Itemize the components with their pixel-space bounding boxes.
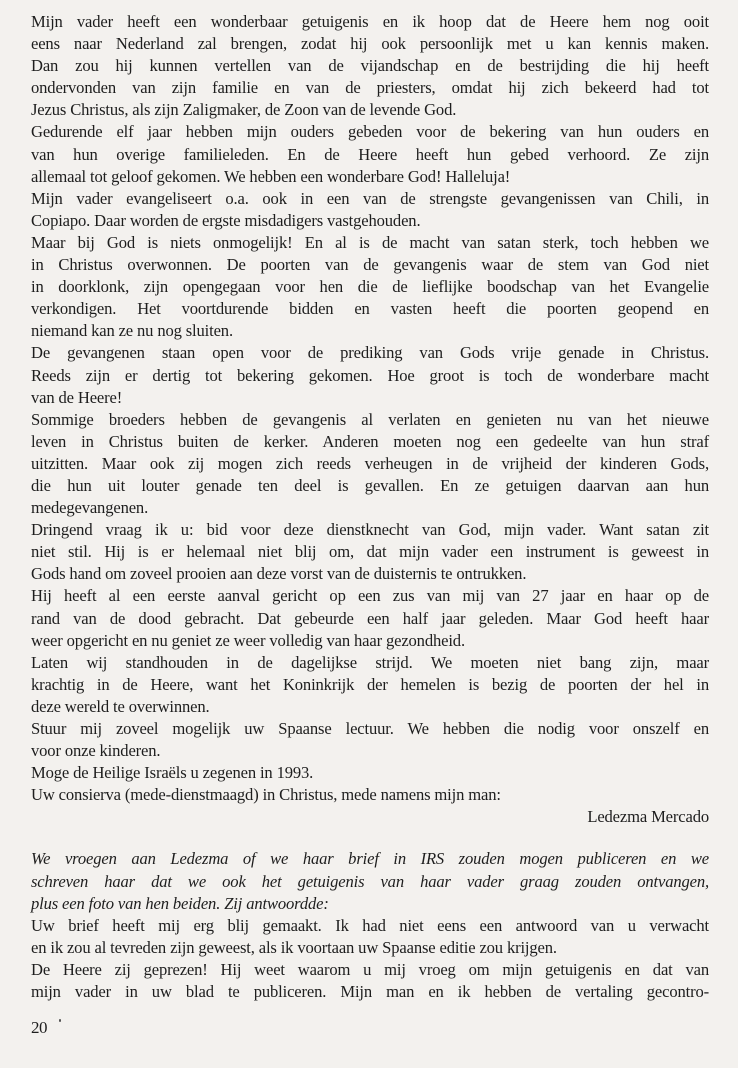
text-line: van hun overige familieleden. En de Heere heeft hun gebed verhoord. Ze zijn [31, 144, 709, 164]
text-line: rand van de dood gebracht. Dat gebeurde een half jaar geleden. Maar God heeft haar [31, 608, 709, 628]
paragraph [31, 188, 709, 232]
paragraph [31, 519, 709, 585]
text-line: Sommige broeders hebben de gevangenis al verlaten en genieten nu van het nieuwe [31, 409, 709, 429]
paragraph [31, 11, 709, 121]
text-line: uitzitten. Maar ook zij mogen zich reeds verheugen in de vrijheid der kinderen Gods, [31, 453, 709, 473]
text-line: deze wereld te overwinnen. [31, 696, 210, 716]
text-line: Mijn vader evangeliseert o.a. ook in een van de strengste gevangenissen van Chili, in [31, 188, 709, 208]
letter-body [31, 11, 709, 806]
text-line: Maar bij God is niets onmogelijk! En al is de macht van satan sterk, toch hebben we [31, 232, 709, 252]
text-line: Moge de Heilige Israëls u zegenen in 1993. [31, 763, 314, 783]
text-line: niet stil. Hij is er helemaal niet blij om, dat mijn vader een instrument is geweest in [31, 542, 709, 562]
text-line: Gods hand om zoveel prooien aan deze vorst van de duisternis te ontrukken. [31, 564, 527, 584]
text-line: Copiapo. Daar worden de ergste misdadigers vastgehouden. [31, 210, 421, 230]
page-number: 20 [31, 1018, 47, 1037]
paragraph [31, 718, 709, 762]
text-line: in doorklonk, zijn opengegaan voor hen die de lieflijke boodschap van het Evangelie [31, 277, 709, 297]
paragraph [31, 652, 709, 718]
text-line: Stuur mij zoveel mogelijk uw Spaanse lectuur. We hebben die nodig voor onszelf en [31, 719, 709, 738]
text-line: De Heere zij geprezen! Hij weet waarom u mij vroeg om mijn getuigenis en dat van [31, 959, 709, 979]
text-line: verkondigen. Het voortdurende bidden en vasten heeft die poorten geopend en [31, 299, 709, 319]
text-line: van de Heere! [31, 387, 123, 407]
paragraph [31, 915, 709, 959]
text-line: in Christus overwonnen. De poorten van de gevangenis waar de stem van God niet [31, 255, 709, 275]
paragraph [31, 342, 709, 408]
print-speck [59, 1019, 61, 1022]
text-line: Hij heeft al een eerste aanval gericht op een zus van mij van 27 jaar en haar op de [31, 586, 709, 606]
text-line: Uw consierva (mede-dienstmaagd) in Christus, mede namens mijn man: [31, 785, 501, 805]
text-line: schreven haar dat we ook het getuigenis van haar vader graag zouden ontvangen, [31, 871, 709, 891]
paragraph [31, 409, 709, 519]
text-line: voor onze kinderen. [31, 741, 161, 761]
paragraph [31, 232, 709, 342]
text-line: plus een foto van hen beiden. Zij antwoordde: [31, 893, 329, 913]
document-page [31, 11, 709, 1003]
text-line: leven in Christus buiten de kerker. Anderen moeten nog een gedeelte van hun straf [31, 431, 709, 451]
paragraph [31, 762, 709, 784]
text-line: Reeds zijn er dertig tot bekering gekomen. Hoe groot is toch de wonderbare macht [31, 365, 709, 385]
text-line: De gevangenen staan open voor de prediking van Gods vrije genade in Christus. [31, 343, 709, 363]
text-line: Gedurende elf jaar hebben mijn ouders gebeden voor de bekering van hun ouders en [31, 122, 709, 142]
signature: Ledezma Mercado [587, 807, 709, 827]
text-line: niemand kan ze nu nog sluiten. [31, 321, 233, 341]
text-line: allemaal tot geloof gekomen. We hebben een wonderbare God! Halleluja! [31, 166, 511, 186]
text-line: krachtig in de Heere, want het Koninkrijk der hemelen is bezig de poorten der hel in [31, 674, 709, 694]
text-line: weer opgericht en nu geniet ze weer volledig van haar gezondheid. [31, 630, 465, 650]
reply-body [31, 915, 709, 1003]
paragraph [31, 784, 709, 806]
paragraph [31, 959, 709, 1003]
text-line: Uw brief heeft mij erg blij gemaakt. Ik had niet eens een antwoord van u verwacht [31, 915, 709, 935]
paragraph [31, 585, 709, 651]
section-gap [31, 828, 709, 848]
text-line: medegevangenen. [31, 498, 149, 518]
text-line: eens naar Nederland zal brengen, zodat hij ook persoonlijk met u kan kennis maken. [31, 34, 709, 54]
editorial-note [31, 848, 709, 914]
text-line: die hun uit louter genade ten deel is gevallen. En ze getuigen daarvan aan hun [31, 475, 709, 495]
text-line: Mijn vader heeft een wonderbaar getuigenis en ik hoop dat de Heere hem nog ooit [31, 12, 709, 31]
paragraph [31, 121, 709, 187]
text-line: ondervonden van zijn familie en van de priesters, omdat hij zich bekeerd had tot [31, 78, 709, 98]
text-line: Jezus Christus, als zijn Zaligmaker, de Zoon van de levende God. [31, 100, 457, 120]
text-line: Dan zou hij kunnen vertellen van de vijandschap en de bestrijding die hij heeft [31, 56, 709, 76]
text-line: Laten wij standhouden in de dagelijkse strijd. We moeten niet bang zijn, maar [31, 652, 709, 672]
text-line: mijn vader in uw blad te publiceren. Mijn man en ik hebben de vertaling gecontro- [31, 982, 709, 1002]
text-line: Dringend vraag ik u: bid voor deze dienstknecht van God, mijn vader. Want satan zit [31, 520, 709, 540]
text-line: en ik zou al tevreden zijn geweest, als ik voortaan uw Spaanse editie zou krijgen. [31, 937, 557, 957]
text-line: We vroegen aan Ledezma of we haar brief in IRS zouden mogen publiceren en we [31, 849, 709, 869]
